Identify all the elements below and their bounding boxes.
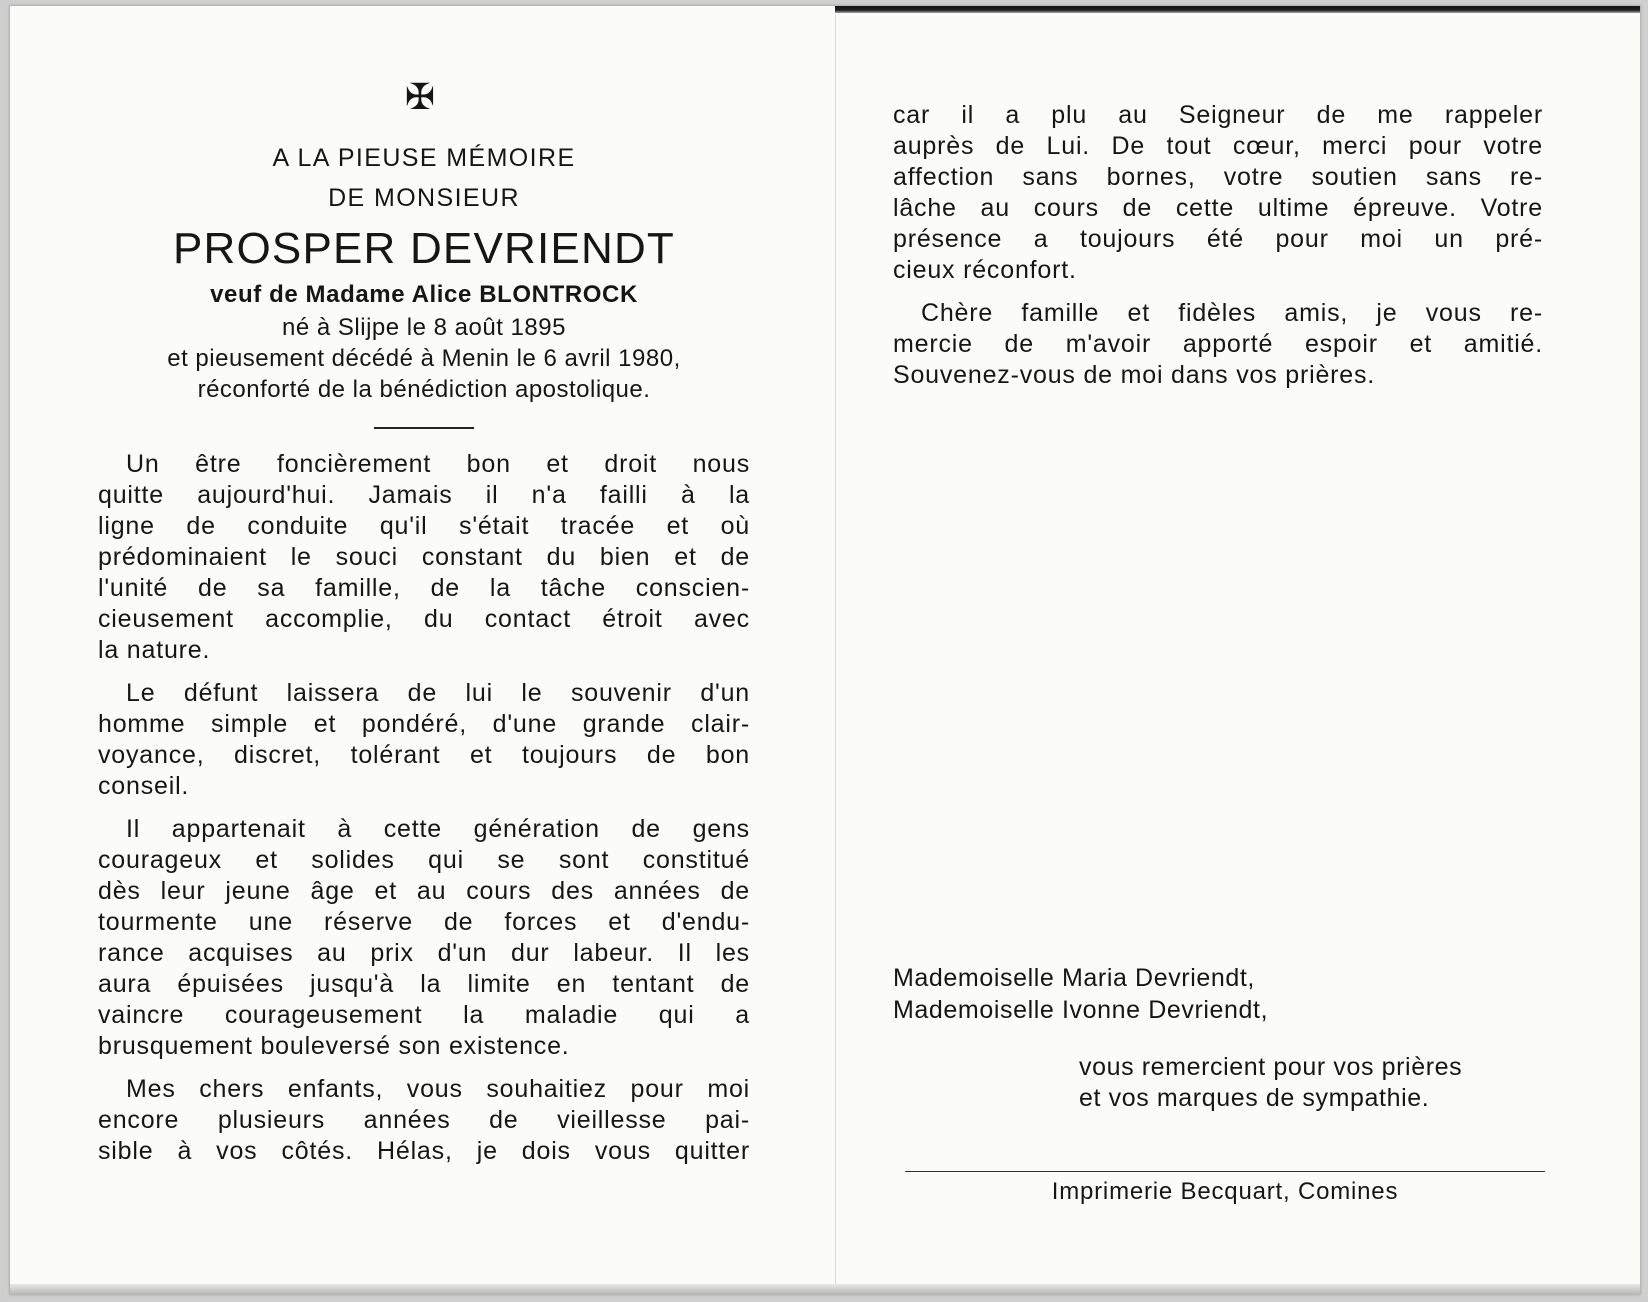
text-line: prédominaient le souci constant du bien et de (98, 543, 750, 571)
death-line: et pieusement décédé à Menin le 6 avril 1980, (167, 345, 681, 372)
blessing-line: réconforté de la bénédiction apostolique. (197, 376, 651, 403)
cross-icon: ✠ (404, 77, 436, 118)
text-line: brusquement bouleversé son existence. (98, 1032, 570, 1060)
text-line: cieux réconfort. (893, 256, 1077, 284)
text-line: voyance, discret, tolérant et toujours de bon (98, 741, 750, 769)
text-line: homme simple et pondéré, d'une grande clair- (98, 710, 750, 738)
header-line-1: A LA PIEUSE MÉMOIRE (272, 144, 576, 172)
left-page (98, 77, 750, 1179)
text-line: affection sans bornes, votre soutien sans re- (893, 163, 1543, 191)
text-line: lâche au cours de cette ultime épreuve. Votre (893, 194, 1543, 222)
thanks-block (893, 962, 1543, 1114)
widow-of: veuf de Madame Alice BLONTROCK (210, 281, 638, 308)
scan-shadow-edge (835, 6, 1640, 13)
text-line: courageux et solides qui se sont constitué (98, 846, 750, 874)
text-line: Il appartenait à cette génération de gens (126, 815, 750, 843)
text-line: encore plusieurs années de vieillesse pai- (98, 1106, 750, 1134)
text-line: Un être foncièrement bon et droit nous (126, 450, 750, 478)
text-line: sible à vos côtés. Hélas, je dois vous quitter (98, 1137, 750, 1165)
text-line: ligne de conduite qu'il s'était tracée et où (98, 512, 750, 540)
deceased-name: PROSPER DEVRIENDT (172, 224, 676, 273)
header-line-2: DE MONSIEUR (328, 184, 520, 212)
text-line: Souvenez-vous de moi dans vos prières. (893, 361, 1376, 389)
card-bottom-edge (10, 1284, 1640, 1294)
thanks-line-1: vous remercient pour vos prières (1079, 1053, 1463, 1081)
paragraph-6 (893, 298, 1543, 391)
text-line: vaincre courageusement la maladie qui a (98, 1001, 750, 1029)
printer-credit: Imprimerie Becquart, Comines (1051, 1178, 1399, 1205)
text-line: l'unité de sa famille, de la tâche conscien- (98, 574, 750, 602)
text-line: aura épuisées jusqu'à la limite en tentant de (98, 970, 750, 998)
paragraph-5 (893, 100, 1543, 286)
paragraph-4 (98, 1074, 750, 1167)
family-names (893, 962, 1543, 1026)
text-line: conseil. (98, 772, 190, 800)
divider (374, 427, 474, 429)
right-page (893, 100, 1543, 403)
birth-line: né à Slijpe le 8 août 1895 (282, 314, 566, 341)
text-line: Le défunt laissera de lui le souvenir d'un (126, 679, 750, 707)
text-line: mercie de m'avoir apporté espoir et amitié. (893, 330, 1543, 358)
paragraph-1 (98, 449, 750, 666)
memorial-header (98, 138, 750, 218)
text-line: quitte aujourd'hui. Jamais il n'a failli à la (98, 481, 750, 509)
thanks-message (1079, 1052, 1543, 1114)
family-name-2: Mademoiselle Ivonne Devriendt, (893, 996, 1269, 1024)
text-line: Mes chers enfants, vous souhaitiez pour moi (126, 1075, 750, 1103)
text-line: rance acquises au prix d'un dur labeur. Il les (98, 939, 750, 967)
text-line: dès leur jeune âge et au cours des années de (98, 877, 750, 905)
text-line: présence a toujours été pour moi un pré- (893, 225, 1543, 253)
text-line: cieusement accomplie, du contact étroit avec (98, 605, 750, 633)
card-fold-line (835, 14, 836, 1286)
text-line: la nature. (98, 636, 211, 664)
paragraph-3 (98, 814, 750, 1062)
text-line: auprès de Lui. De tout cœur, merci pour votre (893, 132, 1543, 160)
thanks-line-2: et vos marques de sympathie. (1079, 1084, 1430, 1112)
printer-divider (905, 1171, 1545, 1172)
text-line: Chère famille et fidèles amis, je vous re- (921, 299, 1543, 327)
paragraph-2 (98, 678, 750, 802)
family-name-1: Mademoiselle Maria Devriendt, (893, 964, 1255, 992)
text-line: car il a plu au Seigneur de me rappeler (893, 101, 1543, 129)
text-line: tourmente une réserve de forces et d'endu- (98, 908, 750, 936)
